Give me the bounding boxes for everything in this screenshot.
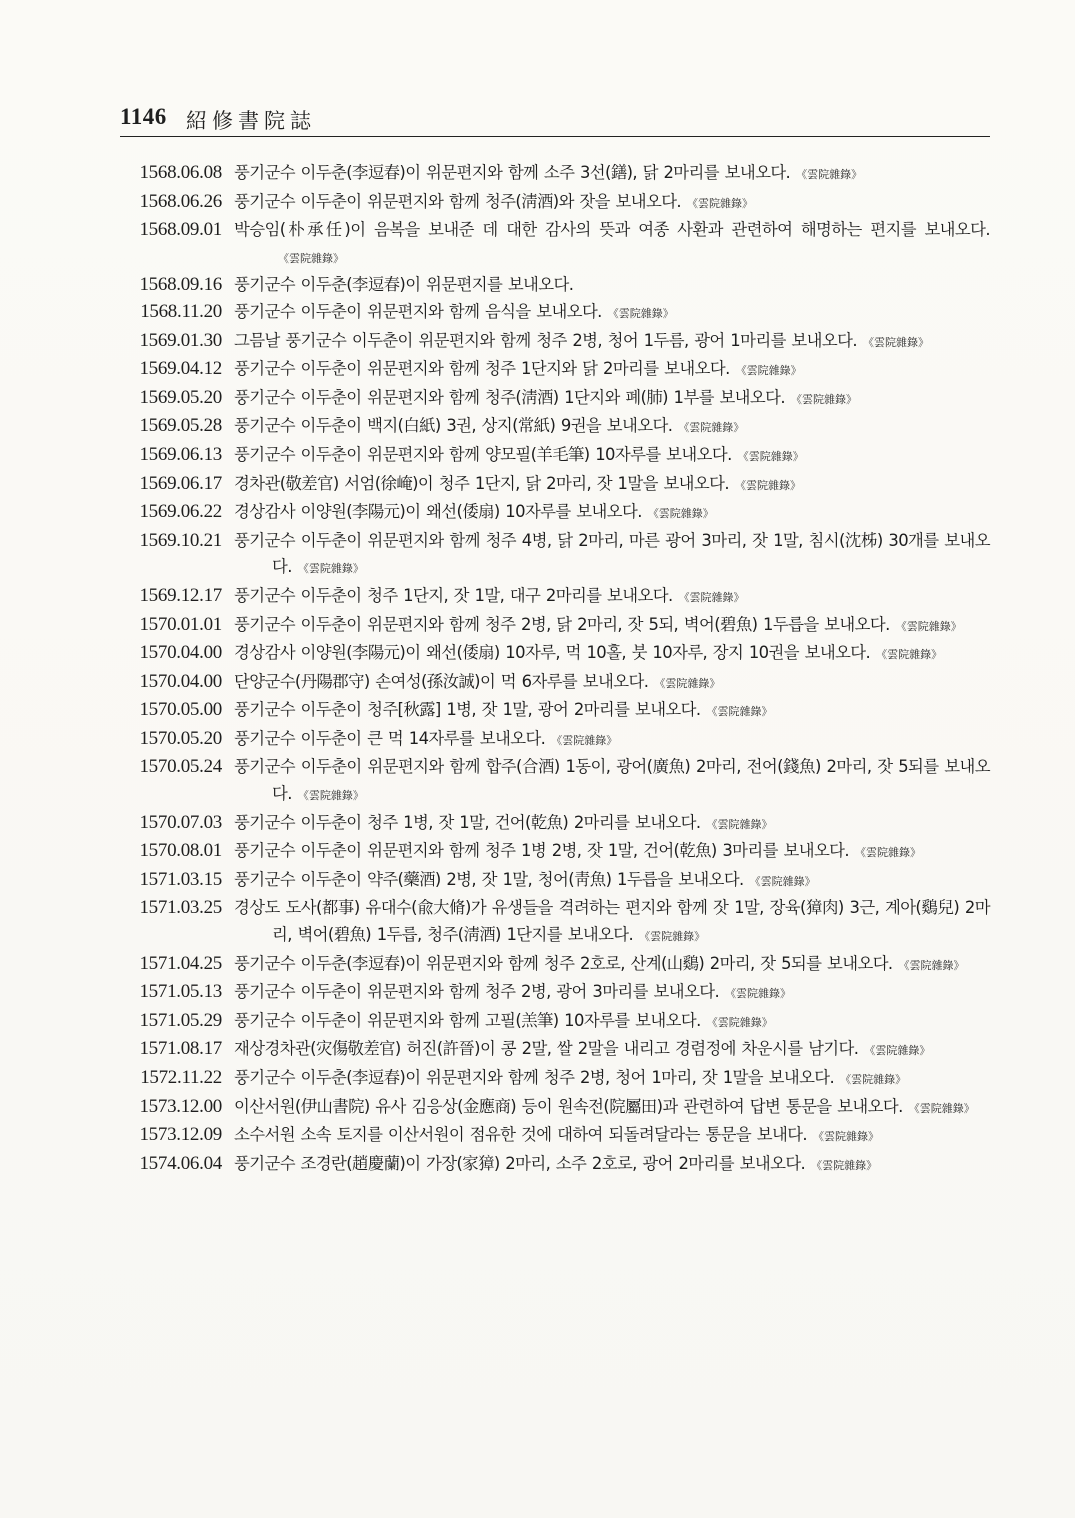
entry-date: 1569.12.17 xyxy=(139,584,222,606)
entry-date: 1570.05.24 xyxy=(139,756,222,778)
entry-source: 《雲院雜錄》 xyxy=(297,562,364,576)
entry-date: 1570.01.01 xyxy=(139,613,222,635)
entry-description: 풍기군수 이두춘이 약주(藥酒) 2병, 잣 1말, 청어(靑魚) 1두릅을 보내오다. xyxy=(234,869,744,889)
entry-date: 1570.04.00 xyxy=(139,642,222,664)
entry-source: 《雲院雜錄》 xyxy=(840,1073,907,1086)
entry-date: 1569.06.13 xyxy=(139,443,222,465)
entry-source: 《雲院雜錄》 xyxy=(864,1044,931,1058)
entry-date: 1568.09.16 xyxy=(139,274,222,296)
entry-date: 1568.09.01 xyxy=(139,219,222,241)
entry-description: 풍기군수 이두춘이 위문편지와 함께 청주(淸酒) 1단지와 폐(肺) 1부를 보내오다. xyxy=(234,387,785,407)
entry-text-block xyxy=(234,1008,990,1037)
chronology-entry xyxy=(110,726,990,755)
entry-text-block xyxy=(234,160,990,189)
entry-text-block xyxy=(234,612,990,641)
entry-text-block xyxy=(234,583,990,612)
entry-date: 1572.11.22 xyxy=(140,1067,222,1088)
chronology-entry xyxy=(110,697,990,726)
entry-text-block xyxy=(234,838,990,867)
header-rule xyxy=(120,136,990,137)
entry-text-block xyxy=(234,442,990,471)
entry-date: 1569.10.21 xyxy=(139,529,222,551)
entry-description: 풍기군수 조경란(趙慶蘭)이 가장(家獐) 2마리, 소주 2호로, 광어 2마리를 보내오다. xyxy=(234,1153,806,1173)
entry-description: 풍기군수 이두춘이 위문편지와 함께 청주 2병, 닭 2마리, 잣 5되, 벽어(碧魚) 1두릅을 보내오다. xyxy=(234,614,890,634)
page-number: 1146 xyxy=(120,104,167,129)
entry-source: 《雲院雜錄》 xyxy=(639,930,706,944)
chronology-entry xyxy=(110,160,990,189)
chronology-entry xyxy=(110,640,990,669)
entry-date: 1570.05.20 xyxy=(139,727,222,749)
entry-date: 1573.12.09 xyxy=(139,1124,222,1146)
entry-source: 《雲院雜錄》 xyxy=(278,251,344,265)
entry-source: 《雲院雜錄》 xyxy=(862,335,929,349)
entry-description: 풍기군수 이두춘이 청주 1단지, 잣 1말, 대구 2마리를 보내오다. xyxy=(234,585,673,605)
chronology-entry xyxy=(110,979,990,1008)
chronology-entry xyxy=(110,951,990,980)
entry-date: 1569.04.12 xyxy=(139,358,222,380)
entry-source: 《雲院雜錄》 xyxy=(678,421,745,435)
entry-description: 풍기군수 이두춘이 위문편지와 함께 청주 1병 2병, 잣 1말, 건어(乾魚) 3마리를 보내오다. xyxy=(234,841,850,861)
entry-source: 《雲院雜錄》 xyxy=(895,619,962,633)
entry-source: 《雲院雜錄》 xyxy=(876,648,943,662)
entry-description: 재상경차관(灾傷敬差官) 허진(許晉)이 콩 2말, 쌀 2말을 내리고 경렴정에 차운시를 남기다. xyxy=(234,1039,859,1059)
entry-description: 경상감사 이양원(李陽元)이 왜선(倭扇) 10자루를 보내오다. xyxy=(234,502,642,522)
entry-date: 1568.06.26 xyxy=(139,190,222,212)
entry-source: 《雲院雜錄》 xyxy=(796,168,863,181)
entry-source: 《雲院雜錄》 xyxy=(735,478,801,492)
entry-description: 풍기군수 이두춘이 백지(白紙) 3권, 상지(常紙) 9권을 보내오다. xyxy=(234,416,673,436)
entry-description: 풍기군수 이두춘(李逗春)이 위문편지와 함께 청주 2병, 청어 1마리, 잣 1말을 보내오다. xyxy=(234,1068,835,1087)
entry-text-block xyxy=(234,356,990,385)
entry-date: 1571.04.25 xyxy=(139,952,222,974)
entry-text-block xyxy=(234,1151,990,1180)
chronology-entry xyxy=(110,838,990,867)
entry-description: 풍기군수 이두춘(李逗春)이 위문편지와 함께 소주 3선(鐥), 닭 2마리를 보내오다. xyxy=(234,163,791,182)
chronology-entry xyxy=(110,1094,990,1123)
entry-description: 경상도 도사(都事) 유대수(兪大脩)가 유생들을 격려하는 편지와 함께 잣 1말, 장육(獐肉) 3근, 계아(鷄兒) 2마리, 벽어(碧魚) 1두릅, 청주(淸酒) 1단지를 보내오다. xyxy=(234,898,990,945)
entry-date: 1571.05.13 xyxy=(139,981,222,1003)
entry-text-block xyxy=(234,1094,990,1123)
entry-text-block xyxy=(234,217,990,272)
chronology-entry xyxy=(110,583,990,612)
entry-source: 《雲院雜錄》 xyxy=(791,392,857,406)
entry-text-block xyxy=(234,951,990,980)
entry-description: 풍기군수 이두춘이 위문편지와 함께 청주 1단지와 닭 2마리를 보내오다. xyxy=(234,359,730,379)
chronology-entry xyxy=(110,272,990,299)
entry-date: 1573.12.00 xyxy=(139,1095,222,1117)
entry-description: 풍기군수 이두춘(李逗春)이 위문편지를 보내오다. xyxy=(234,275,574,295)
entry-text-block xyxy=(234,810,990,839)
chronology-entry xyxy=(110,413,990,442)
entry-text-block xyxy=(234,499,990,528)
chronology-entry xyxy=(110,669,990,698)
chronology-list xyxy=(110,160,990,1179)
entry-date: 1568.06.08 xyxy=(139,162,222,183)
entry-description: 풍기군수 이두춘이 위문편지와 함께 청주 4병, 닭 2마리, 마른 광어 3마리, 잣 1말, 침시(沈柹) 30개를 보내오다. xyxy=(234,530,990,577)
entry-date: 1569.01.30 xyxy=(139,329,222,351)
entry-text-block xyxy=(234,413,990,442)
entry-text-block xyxy=(234,328,990,357)
entry-date: 1569.05.20 xyxy=(139,386,222,408)
chronology-entry xyxy=(110,299,990,328)
entry-source: 《雲院雜錄》 xyxy=(737,449,804,463)
chronology-entry xyxy=(110,385,990,414)
entry-description: 풍기군수 이두춘(李逗春)이 위문편지와 함께 청주 2호로, 산계(山鷄) 2마리, 잣 5되를 보내오다. xyxy=(234,953,893,973)
entry-source: 《雲院雜錄》 xyxy=(908,1101,975,1115)
chronology-entry xyxy=(110,754,990,809)
entry-text-block xyxy=(234,471,990,500)
chronology-entry xyxy=(110,867,990,896)
chronology-entry xyxy=(110,217,990,272)
entry-description: 이산서원(伊山書院) 유사 김응상(金應商) 등이 원속전(院屬田)과 관련하여 답변 통문을 보내오다. xyxy=(234,1096,903,1116)
entry-source: 《雲院雜錄》 xyxy=(687,196,754,210)
entry-description: 그믐날 풍기군수 이두춘이 위문편지와 함께 청주 2병, 청어 1두름, 광어 1마리를 보내오다. xyxy=(234,330,857,350)
chronology-entry xyxy=(110,328,990,357)
entry-description: 풍기군수 이두춘이 큰 먹 14자루를 보내오다. xyxy=(234,728,546,748)
entry-source: 《雲院雜錄》 xyxy=(706,705,773,719)
entry-date: 1571.05.29 xyxy=(139,1009,222,1031)
entry-description: 풍기군수 이두춘이 청주[秋露] 1병, 잣 1말, 광어 2마리를 보내오다. xyxy=(234,700,701,720)
entry-text-block xyxy=(234,189,990,218)
chronology-entry xyxy=(110,1065,990,1094)
entry-description: 소수서원 소속 토지를 이산서원이 점유한 것에 대하여 되돌려달라는 통문을 보내다. xyxy=(234,1125,808,1145)
entry-date: 1574.06.04 xyxy=(139,1152,222,1174)
entry-text-block xyxy=(234,867,990,896)
entry-text-block xyxy=(234,979,990,1008)
chronology-entry xyxy=(110,895,990,950)
entry-description: 박승임(朴承任)이 음복을 보내준 데 대한 감사의 뜻과 여종 사환과 관련하여 해명하는 편지를 보내오다. xyxy=(234,220,990,240)
entry-text-block xyxy=(234,1036,990,1065)
entry-text-block xyxy=(234,299,990,328)
entry-description: 풍기군수 이두춘이 청주 1병, 잣 1말, 건어(乾魚) 2마리를 보내오다. xyxy=(234,812,701,832)
entry-source: 《雲院雜錄》 xyxy=(706,817,773,831)
entry-text-block xyxy=(234,895,990,950)
entry-text-block xyxy=(234,669,990,698)
entry-date: 1570.07.03 xyxy=(139,811,222,833)
entry-source: 《雲院雜錄》 xyxy=(654,676,721,690)
chronology-entry xyxy=(110,528,990,583)
entry-date: 1571.03.15 xyxy=(139,868,222,890)
entry-text-block xyxy=(234,272,990,299)
chronology-entry xyxy=(110,189,990,218)
entry-text-block xyxy=(234,528,990,583)
chronology-entry xyxy=(110,1008,990,1037)
chronology-entry xyxy=(110,1036,990,1065)
entry-source: 《雲院雜錄》 xyxy=(749,874,816,888)
entry-source: 《雲院雜錄》 xyxy=(706,1015,773,1029)
entry-description: 경차관(敬差官) 서엄(徐崦)이 청주 1단지, 닭 2마리, 잣 1말을 보내오다. xyxy=(234,473,729,493)
entry-text-block xyxy=(234,1122,990,1151)
entry-source: 《雲院雜錄》 xyxy=(898,958,965,972)
entry-text-block xyxy=(234,385,990,414)
entry-source: 《雲院雜錄》 xyxy=(725,987,792,1001)
entry-date: 1569.06.17 xyxy=(139,472,222,494)
entry-date: 1570.04.00 xyxy=(139,670,222,692)
chronology-entry xyxy=(110,810,990,839)
page-header xyxy=(120,100,990,136)
entry-description: 풍기군수 이두춘이 위문편지와 함께 양모필(羊毛筆) 10자루를 보내오다. xyxy=(234,444,732,464)
entry-source: 《雲院雜錄》 xyxy=(678,590,745,604)
entry-date: 1569.05.28 xyxy=(139,415,222,437)
entry-source: 《雲院雜錄》 xyxy=(813,1130,880,1144)
chronology-entry xyxy=(110,1122,990,1151)
entry-text-block xyxy=(234,726,990,755)
entry-description: 풍기군수 이두춘이 위문편지와 함께 합주(合酒) 1동이, 광어(廣魚) 2마리, 전어(錢魚) 2마리, 잣 5되를 보내오다. xyxy=(234,757,990,804)
chronology-entry xyxy=(110,356,990,385)
entry-description: 경상감사 이양원(李陽元)이 왜선(倭扇) 10자루, 먹 10홀, 붓 10자루, 장지 10권을 보내오다. xyxy=(234,643,871,663)
entry-date: 1568.11.20 xyxy=(140,300,222,322)
entry-text-block xyxy=(234,754,990,809)
entry-source: 《雲院雜錄》 xyxy=(647,507,714,521)
chronology-entry xyxy=(110,499,990,528)
entry-source: 《雲院雜錄》 xyxy=(811,1158,878,1172)
entry-description: 단양군수(丹陽郡守) 손여성(孫汝誠)이 먹 6자루를 보내오다. xyxy=(234,671,649,691)
chronology-entry xyxy=(110,442,990,471)
entry-date: 1569.06.22 xyxy=(139,501,222,523)
entry-text-block xyxy=(234,640,990,669)
book-title: 紹修書院誌 xyxy=(186,109,316,133)
entry-description: 풍기군수 이두춘이 위문편지와 함께 고필(羔筆) 10자루를 보내오다. xyxy=(234,1010,701,1030)
chronology-entry xyxy=(110,1151,990,1180)
chronology-entry xyxy=(110,612,990,641)
entry-date: 1570.08.01 xyxy=(139,840,222,862)
entry-text-block xyxy=(234,697,990,726)
entry-source: 《雲院雜錄》 xyxy=(297,789,364,803)
entry-description: 풍기군수 이두춘이 위문편지와 함께 청주(淸酒)와 잣을 보내오다. xyxy=(234,191,682,211)
entry-source: 《雲院雜錄》 xyxy=(607,306,674,320)
entry-date: 1571.08.17 xyxy=(139,1038,222,1060)
entry-description: 풍기군수 이두춘이 위문편지와 함께 음식을 보내오다. xyxy=(234,301,602,321)
chronology-entry xyxy=(110,471,990,500)
entry-date: 1571.03.25 xyxy=(139,897,222,919)
entry-description: 풍기군수 이두춘이 위문편지와 함께 청주 2병, 광어 3마리를 보내오다. xyxy=(234,982,720,1002)
entry-date: 1570.05.00 xyxy=(139,699,222,721)
entry-source: 《雲院雜錄》 xyxy=(855,846,922,860)
entry-source: 《雲院雜錄》 xyxy=(551,733,618,747)
entry-text-block xyxy=(234,1065,990,1094)
entry-source: 《雲院雜錄》 xyxy=(735,364,802,378)
